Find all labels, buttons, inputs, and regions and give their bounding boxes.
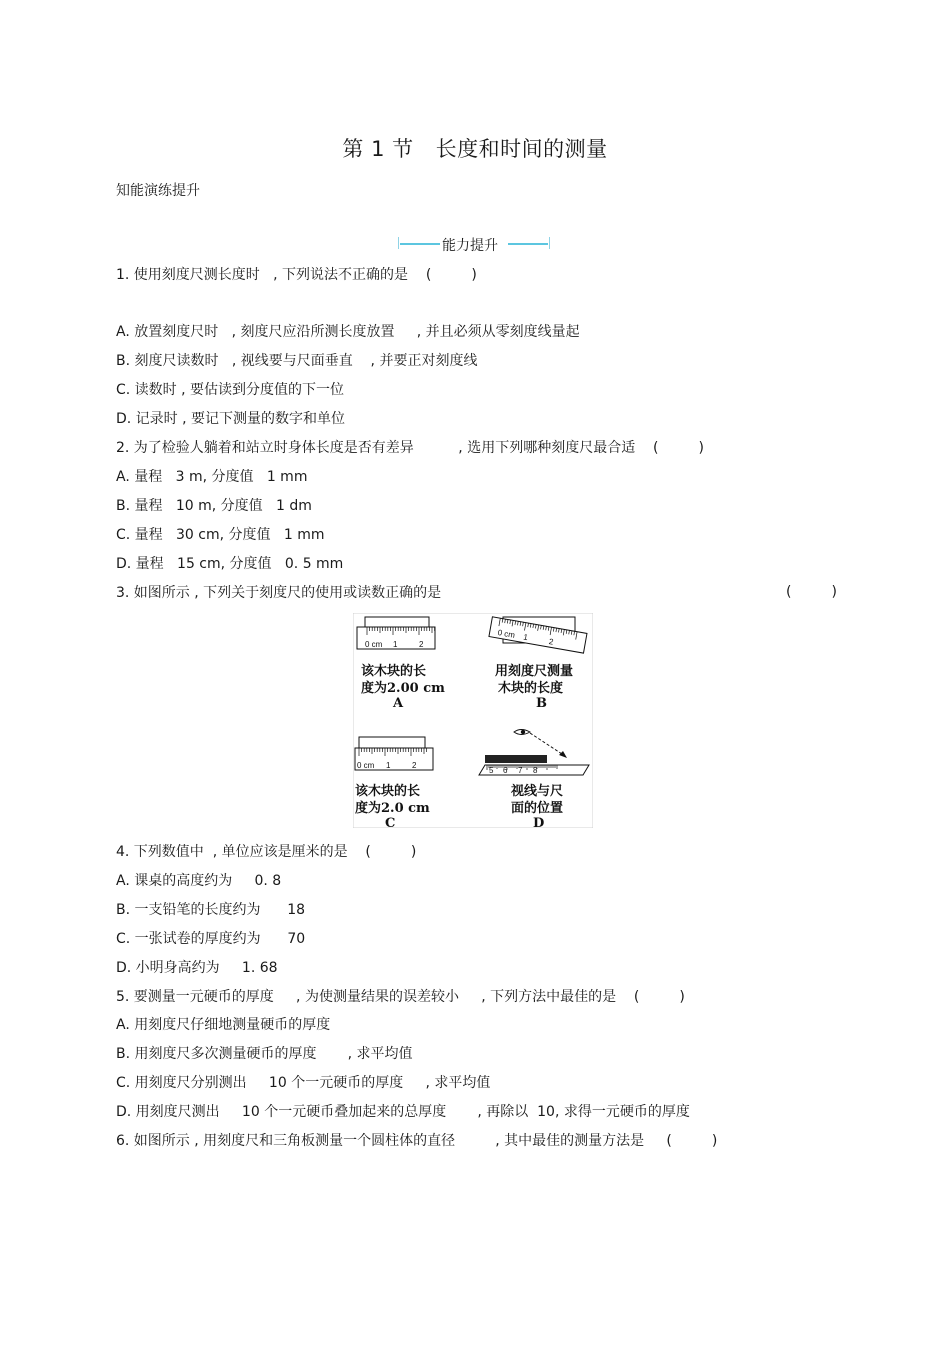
ruler-figure (353, 613, 593, 828)
section-label: 知能演练提升 (116, 183, 200, 199)
q2-stem: 2. 为了检验人躺着和站立时身体长度是否有差异 , 选用下列哪种刻度尺最合适 ( ) (116, 440, 704, 456)
q1-option-c: C. 读数时 , 要估读到分度值的下一位 (116, 382, 345, 398)
panel-c-caption-line1: 该木块的长 (355, 784, 421, 799)
q4-option-c: C. 一张试卷的厚度约为 70 (116, 931, 306, 947)
panel-d-tick-label-0: 5 (489, 766, 494, 775)
panel-b-tick-label-0: 0 cm (496, 628, 516, 640)
q2-option-a: A. 量程 3 m, 分度值 1 mm (116, 469, 308, 485)
q4-option-d: D. 小明身高约为 1. 68 (116, 960, 278, 976)
page-title (0, 133, 950, 163)
panel-d-tick-label-1: 6 (503, 766, 508, 775)
q2-option-c: C. 量程 30 cm, 分度值 1 mm (116, 527, 325, 543)
q1-option-d: D. 记录时 , 要记下测量的数字和单位 (116, 411, 346, 427)
panel-c-ruler (355, 737, 433, 770)
panel-c-caption-line2: 度为2.0 cm (355, 801, 430, 816)
title-section-number: 第 1 节 (342, 137, 414, 161)
q4-stem: 4. 下列数值中 , 单位应该是厘米的是 ( ) (116, 844, 417, 860)
q5-option-c: C. 用刻度尺分别测出 10 个一元硬币的厚度 , 求平均值 (116, 1075, 491, 1091)
q2-option-b: B. 量程 10 m, 分度值 1 dm (116, 498, 312, 514)
q2-option-d: D. 量程 15 cm, 分度值 0. 5 mm (116, 556, 344, 572)
q6-stem: 6. 如图所示 , 用刻度尺和三角板测量一个圆柱体的直径 , 其中最佳的测量方法是 ( ) (116, 1133, 718, 1149)
panel-c-tick-label-0: 0 cm (357, 761, 375, 770)
banner-right-decoration (508, 237, 550, 251)
q5-option-d: D. 用刻度尺测出 10 个一元硬币叠加起来的总厚度 , 再除以 10, 求得一元硬币的厚度 (116, 1104, 690, 1120)
panel-a-ruler (357, 617, 435, 649)
q4-option-b: B. 一支铅笔的长度约为 18 (116, 902, 306, 918)
panel-a-caption-line2: 度为2.00 cm (361, 681, 445, 696)
panel-d-caption-line1: 视线与尺 (511, 784, 564, 799)
banner-left-decoration (398, 237, 440, 251)
panel-b-caption-line1: 用刻度尺测量 (495, 664, 574, 679)
panel-d-letter: D (533, 816, 545, 828)
q3-answer-blank: ( ) (786, 584, 837, 600)
panel-b-caption-line2: 木块的长度 (498, 681, 564, 696)
panel-a-letter: A (393, 696, 404, 711)
q1-stem: 1. 使用刻度尺测长度时 , 下列说法不正确的是 ( ) (116, 267, 477, 283)
panel-b-tick-label-2: 2 (548, 637, 555, 647)
panel-d-tick-label-3: 8 (533, 766, 538, 775)
q5-option-a: A. 用刻度尺仔细地测量硬币的厚度 (116, 1017, 331, 1033)
panel-d-caption-line2: 面的位置 (511, 801, 564, 816)
panel-a-caption-line1: 该木块的长 (361, 664, 427, 679)
panel-c-letter: C (385, 816, 396, 828)
q4-option-a: A. 课桌的高度约为 0. 8 (116, 873, 282, 889)
panel-d-block (485, 755, 547, 763)
panel-a-tick-label-2: 2 (419, 640, 424, 649)
banner-label: 能力提升 (442, 238, 498, 254)
panel-c-tick-label-1: 1 (386, 761, 391, 770)
panel-b-letter: B (536, 696, 547, 711)
panel-a-tick-label-1: 1 (393, 640, 398, 649)
panel-c-tick-label-2: 2 (412, 761, 417, 770)
q5-stem: 5. 要测量一元硬币的厚度 , 为使测量结果的误差较小 , 下列方法中最佳的是 ( ) (116, 989, 685, 1005)
panel-d-tick-label-2: 7 (518, 766, 523, 775)
ability-banner (398, 235, 550, 255)
q1-option-a: A. 放置刻度尺时 , 刻度尺应沿所测长度放置 , 并且必须从零刻度线量起 (116, 324, 580, 340)
q3-stem: 3. 如图所示 , 下列关于刻度尺的使用或读数正确的是 (116, 585, 442, 601)
q1-option-b: B. 刻度尺读数时 , 视线要与尺面垂直 , 并要正对刻度线 (116, 353, 478, 369)
q5-option-b: B. 用刻度尺多次测量硬币的厚度 , 求平均值 (116, 1046, 413, 1062)
title-topic: 长度和时间的测量 (435, 137, 608, 161)
panel-a-tick-label-0: 0 cm (365, 640, 383, 649)
panel-b-tick-label-1: 1 (522, 632, 529, 643)
